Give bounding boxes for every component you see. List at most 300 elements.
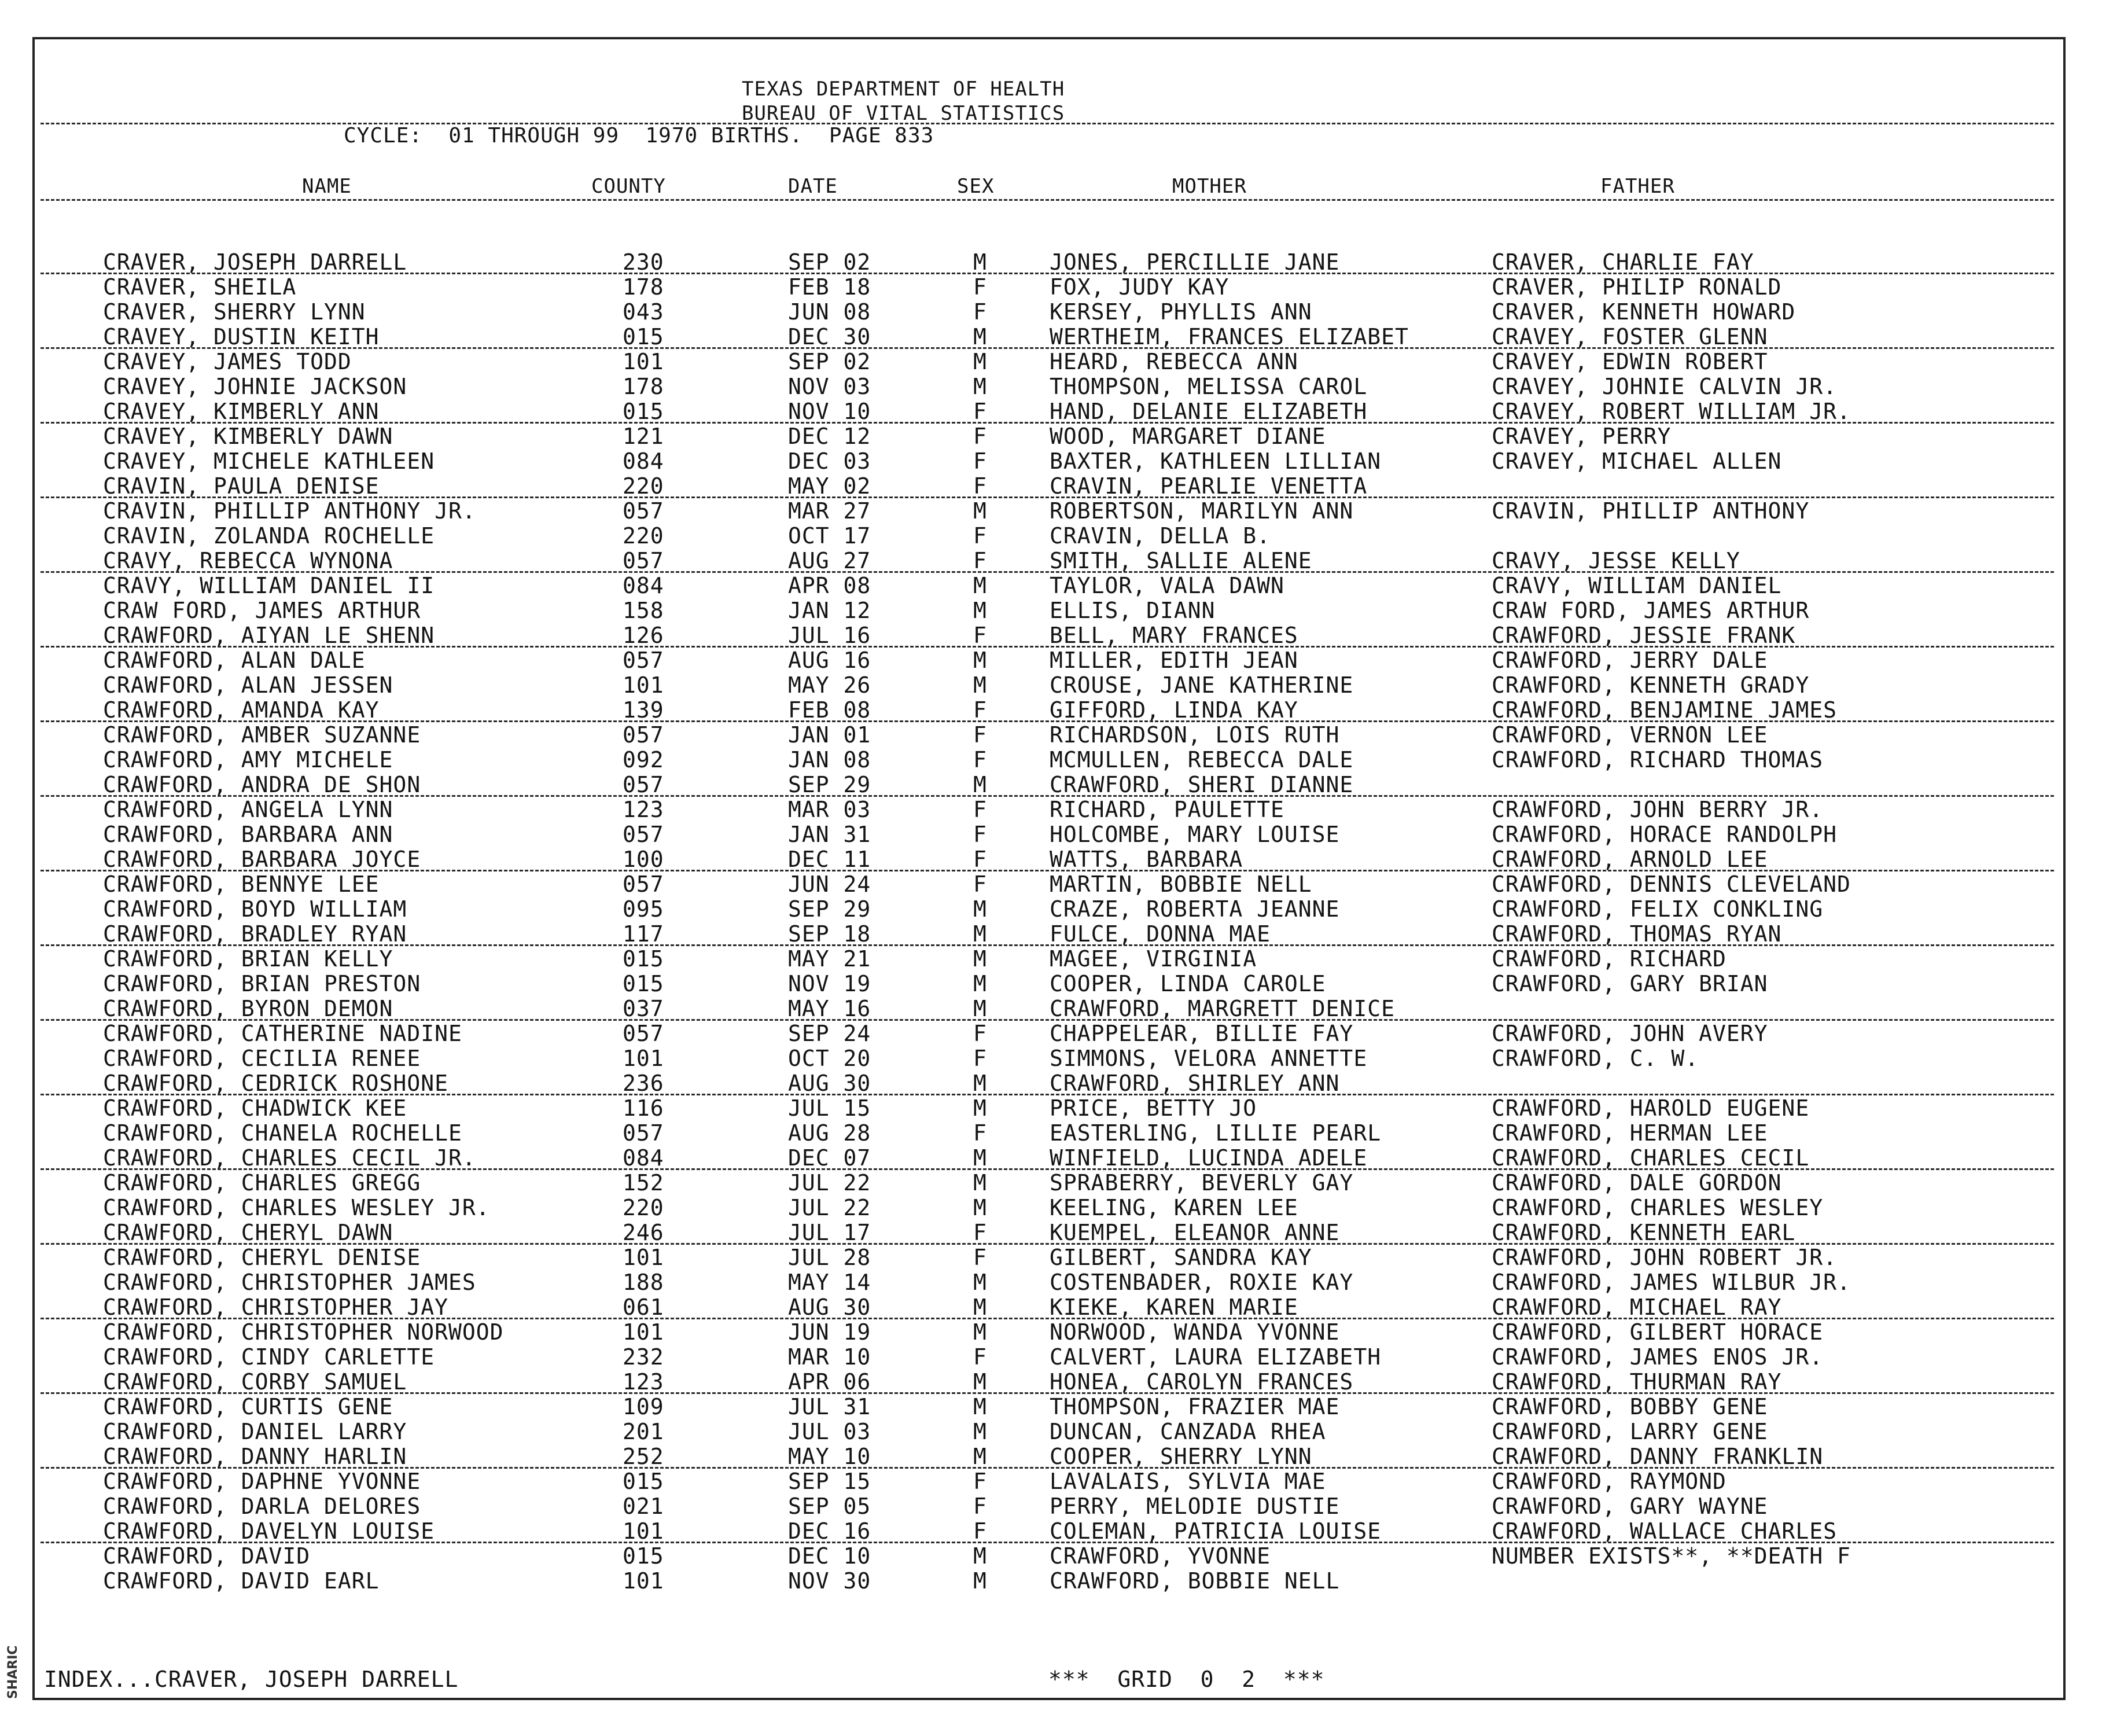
cell-mother: GILBERT, SANDRA KAY: [1050, 1245, 1312, 1270]
cell-mother: WATTS, BARBARA: [1050, 847, 1243, 872]
cell-mother: KUEMPEL, ELEANOR ANNE: [1050, 1220, 1340, 1245]
cell-mother: BELL, MARY FRANCES: [1050, 623, 1298, 648]
row-divider: [41, 1168, 2054, 1170]
col-header-county: COUNTY: [591, 175, 666, 198]
cell-sex: F: [973, 847, 987, 872]
cell-county: 121: [623, 424, 664, 449]
cell-sex: M: [973, 772, 987, 797]
cell-father: CRAWFORD, HAROLD EUGENE: [1492, 1095, 1810, 1121]
cell-date: MAY 02: [788, 473, 871, 499]
cell-county: 057: [623, 722, 664, 748]
cell-date: OCT 20: [788, 1046, 871, 1071]
table-row: [0, 1419, 2124, 1444]
table-row: [0, 822, 2124, 847]
cell-father: CRAWFORD, CHARLES WESLEY: [1492, 1195, 1824, 1220]
table-row: [0, 723, 2124, 748]
table-row: [0, 350, 2124, 374]
table-row: [0, 996, 2124, 1021]
cell-father: NUMBER EXISTS**, **DEATH F: [1492, 1543, 1851, 1569]
cell-sex: F: [973, 473, 987, 499]
cell-date: SEP 29: [788, 896, 871, 922]
cell-sex: M: [973, 896, 987, 922]
cell-sex: F: [973, 1518, 987, 1544]
cell-name: CRAVEY, MICHELE KATHLEEN: [103, 448, 435, 474]
cell-sex: F: [973, 1021, 987, 1046]
cell-date: DEC 12: [788, 424, 871, 449]
cell-name: CRAWFORD, BRIAN KELLY: [103, 946, 393, 972]
cell-father: CRAVEY, ROBERT WILLIAM JR.: [1492, 399, 1851, 424]
cell-county: 201: [623, 1419, 664, 1444]
col-header-father: FATHER: [1600, 175, 1675, 198]
cell-date: NOV 10: [788, 399, 871, 424]
cell-sex: M: [973, 971, 987, 996]
cell-county: 015: [623, 1469, 664, 1494]
cell-father: CRAVER, PHILIP RONALD: [1492, 274, 1782, 300]
cell-date: JUL 22: [788, 1195, 871, 1220]
cell-name: CRAVIN, PAULA DENISE: [103, 473, 380, 499]
cell-date: JUL 31: [788, 1394, 871, 1419]
cell-father: CRAVER, KENNETH HOWARD: [1492, 299, 1796, 325]
cell-county: 015: [623, 399, 664, 424]
cell-county: 101: [623, 672, 664, 698]
cell-name: CRAWFORD, CHRISTOPHER JAY: [103, 1294, 448, 1320]
cell-date: NOV 30: [788, 1568, 871, 1594]
table-row: [0, 1220, 2124, 1245]
cell-father: CRAVEY, EDWIN ROBERT: [1492, 349, 1768, 374]
table-row: [0, 1345, 2124, 1370]
cell-name: CRAWFORD, BRADLEY RYAN: [103, 921, 407, 947]
cell-father: CRAWFORD, FELIX CONKLING: [1492, 896, 1824, 922]
cell-date: SEP 05: [788, 1494, 871, 1519]
cell-father: CRAWFORD, GILBERT HORACE: [1492, 1319, 1824, 1345]
cell-date: DEC 11: [788, 847, 871, 872]
col-header-sex: SEX: [957, 175, 995, 198]
cell-name: CRAWFORD, AMANDA KAY: [103, 697, 380, 723]
cell-sex: M: [973, 1170, 987, 1196]
cell-father: CRAWFORD, THURMAN RAY: [1492, 1369, 1782, 1395]
cell-name: CRAWFORD, CHERYL DENISE: [103, 1245, 421, 1270]
cell-county: 057: [623, 498, 664, 524]
cell-county: 101: [623, 1046, 664, 1071]
cell-date: NOV 03: [788, 374, 871, 399]
agency-title: TEXAS DEPARTMENT OF HEALTH: [742, 78, 1065, 101]
cell-date: FEB 18: [788, 274, 871, 300]
cell-mother: NORWOOD, WANDA YVONNE: [1050, 1319, 1340, 1345]
cell-mother: KEELING, KAREN LEE: [1050, 1195, 1298, 1220]
cell-county: 232: [623, 1344, 664, 1370]
cell-name: CRAWFORD, CEDRICK ROSHONE: [103, 1071, 448, 1096]
cell-mother: MILLER, EDITH JEAN: [1050, 648, 1298, 673]
bureau-title: BUREAU OF VITAL STATISTICS: [742, 102, 1065, 125]
cell-mother: CALVERT, LAURA ELIZABETH: [1050, 1344, 1382, 1370]
cell-mother: CRAZE, ROBERTA JEANNE: [1050, 896, 1340, 922]
cell-county: 057: [623, 772, 664, 797]
cell-father: CRAWFORD, HERMAN LEE: [1492, 1120, 1768, 1146]
cell-mother: GIFFORD, LINDA KAY: [1050, 697, 1298, 723]
cell-mother: LAVALAIS, SYLVIA MAE: [1050, 1469, 1326, 1494]
table-row: [0, 1146, 2124, 1171]
cell-name: CRAWFORD, ANGELA LYNN: [103, 797, 393, 822]
cell-county: 178: [623, 374, 664, 399]
table-row: [0, 623, 2124, 648]
cell-date: JUL 22: [788, 1170, 871, 1196]
cell-date: MAY 26: [788, 672, 871, 698]
cell-sex: F: [973, 1046, 987, 1071]
table-row: [0, 773, 2124, 797]
cell-name: CRAWFORD, DANNY HARLIN: [103, 1444, 407, 1469]
cell-mother: PRICE, BETTY JO: [1050, 1095, 1257, 1121]
cell-name: CRAVEY, JAMES TODD: [103, 349, 352, 374]
cell-name: CRAVEY, KIMBERLY DAWN: [103, 424, 393, 449]
cell-county: 139: [623, 697, 664, 723]
cell-name: CRAWFORD, BRIAN PRESTON: [103, 971, 421, 996]
cell-date: AUG 30: [788, 1294, 871, 1320]
cell-mother: CRAWFORD, BOBBIE NELL: [1050, 1568, 1340, 1594]
table-row: [0, 250, 2124, 275]
cell-county: 101: [623, 349, 664, 374]
cell-sex: M: [973, 1444, 987, 1469]
cell-county: 057: [623, 1120, 664, 1146]
col-header-name: NAME: [302, 175, 352, 198]
cell-father: CRAWFORD, C. W.: [1492, 1046, 1699, 1071]
cell-county: 043: [623, 299, 664, 325]
table-row: [0, 1544, 2124, 1569]
cell-mother: CHAPPELEAR, BILLIE FAY: [1050, 1021, 1354, 1046]
cell-father: CRAWFORD, JOHN ROBERT JR.: [1492, 1245, 1837, 1270]
row-divider: [41, 273, 2054, 274]
cell-county: 220: [623, 1195, 664, 1220]
cell-father: CRAWFORD, GARY WAYNE: [1492, 1494, 1768, 1519]
cell-mother: SPRABERRY, BEVERLY GAY: [1050, 1170, 1354, 1196]
cell-sex: F: [973, 548, 987, 573]
cell-mother: HONEA, CAROLYN FRANCES: [1050, 1369, 1354, 1395]
cell-father: CRAWFORD, VERNON LEE: [1492, 722, 1768, 748]
cell-name: CRAVEY, DUSTIN KEITH: [103, 324, 380, 350]
cell-county: 220: [623, 523, 664, 549]
cell-father: CRAVY, JESSE KELLY: [1492, 548, 1740, 573]
cell-county: 101: [623, 1568, 664, 1594]
cell-date: MAR 27: [788, 498, 871, 524]
cell-father: CRAWFORD, JERRY DALE: [1492, 648, 1768, 673]
cell-county: 117: [623, 921, 664, 947]
cell-date: JAN 08: [788, 747, 871, 773]
cell-mother: MARTIN, BOBBIE NELL: [1050, 871, 1312, 897]
cell-father: CRAVEY, MICHAEL ALLEN: [1492, 448, 1782, 474]
row-divider: [41, 347, 2054, 349]
column-header-divider: [41, 199, 2054, 201]
cell-mother: SIMMONS, VELORA ANNETTE: [1050, 1046, 1368, 1071]
row-divider: [41, 1094, 2054, 1095]
cell-county: 178: [623, 274, 664, 300]
table-row: [0, 1519, 2124, 1544]
row-divider: [41, 870, 2054, 871]
table-row: [0, 275, 2124, 300]
cell-name: CRAVIN, ZOLANDA ROCHELLE: [103, 523, 435, 549]
cell-date: AUG 16: [788, 648, 871, 673]
cell-county: 158: [623, 598, 664, 623]
cell-date: AUG 28: [788, 1120, 871, 1146]
cell-sex: F: [973, 274, 987, 300]
table-row: [0, 748, 2124, 773]
cell-sex: M: [973, 946, 987, 972]
cell-sex: F: [973, 448, 987, 474]
cell-mother: HEARD, REBECCA ANN: [1050, 349, 1298, 374]
cell-county: 100: [623, 847, 664, 872]
cell-father: CRAWFORD, KENNETH GRADY: [1492, 672, 1810, 698]
cell-date: OCT 17: [788, 523, 871, 549]
cell-father: CRAWFORD, HORACE RANDOLPH: [1492, 822, 1837, 847]
cell-date: MAY 21: [788, 946, 871, 972]
table-row: [0, 1444, 2124, 1469]
cell-name: CRAVER, SHEILA: [103, 274, 297, 300]
table-row: [0, 1395, 2124, 1419]
row-divider: [41, 1542, 2054, 1543]
cell-mother: THOMPSON, MELISSA CAROL: [1050, 374, 1368, 399]
row-divider: [41, 571, 2054, 573]
cell-sex: M: [973, 374, 987, 399]
cell-county: 101: [623, 1518, 664, 1544]
cell-county: 126: [623, 623, 664, 648]
table-row: [0, 325, 2124, 350]
cell-mother: SMITH, SALLIE ALENE: [1050, 548, 1312, 573]
cell-county: 230: [623, 249, 664, 275]
cell-mother: COSTENBADER, ROXIE KAY: [1050, 1270, 1354, 1295]
cell-father: CRAWFORD, KENNETH EARL: [1492, 1220, 1796, 1245]
row-divider: [41, 1392, 2054, 1394]
cell-sex: F: [973, 747, 987, 773]
cell-name: CRAWFORD, AMBER SUZANNE: [103, 722, 421, 748]
table-row: [0, 524, 2124, 549]
cell-father: CRAWFORD, JAMES ENOS JR.: [1492, 1344, 1824, 1370]
cell-sex: M: [973, 498, 987, 524]
table-row: [0, 1295, 2124, 1320]
cell-father: CRAVER, CHARLIE FAY: [1492, 249, 1754, 275]
table-row: [0, 972, 2124, 996]
cell-name: CRAWFORD, BYRON DEMON: [103, 996, 393, 1021]
cell-mother: HOLCOMBE, MARY LOUISE: [1050, 822, 1340, 847]
cell-name: CRAWFORD, CHARLES CECIL JR.: [103, 1145, 476, 1171]
cell-name: CRAWFORD, CORBY SAMUEL: [103, 1369, 407, 1395]
cell-date: JAN 01: [788, 722, 871, 748]
cell-sex: F: [973, 523, 987, 549]
cell-name: CRAWFORD, DAVELYN LOUISE: [103, 1518, 435, 1544]
cell-father: CRAWFORD, WALLACE CHARLES: [1492, 1518, 1837, 1544]
cell-father: CRAWFORD, JOHN AVERY: [1492, 1021, 1768, 1046]
cell-sex: M: [973, 996, 987, 1021]
cell-name: CRAWFORD, CHERYL DAWN: [103, 1220, 393, 1245]
cell-sex: M: [973, 349, 987, 374]
cell-name: CRAWFORD, CHRISTOPHER JAMES: [103, 1270, 476, 1295]
cell-father: CRAWFORD, RAYMOND: [1492, 1469, 1727, 1494]
cell-date: DEC 03: [788, 448, 871, 474]
cell-date: JAN 12: [788, 598, 871, 623]
cell-father: CRAWFORD, RICHARD THOMAS: [1492, 747, 1824, 773]
cell-mother: CRAWFORD, SHIRLEY ANN: [1050, 1071, 1340, 1096]
cell-sex: M: [973, 249, 987, 275]
cell-sex: F: [973, 399, 987, 424]
cell-mother: ROBERTSON, MARILYN ANN: [1050, 498, 1354, 524]
cell-date: APR 08: [788, 573, 871, 598]
cell-sex: M: [973, 648, 987, 673]
cell-father: CRAWFORD, JOHN BERRY JR.: [1492, 797, 1824, 822]
cell-father: CRAVEY, JOHNIE CALVIN JR.: [1492, 374, 1837, 399]
cell-name: CRAWFORD, CECILIA RENEE: [103, 1046, 421, 1071]
cell-name: CRAWFORD, CINDY CARLETTE: [103, 1344, 435, 1370]
table-row: [0, 573, 2124, 598]
cell-name: CRAWFORD, BENNYE LEE: [103, 871, 380, 897]
cell-county: 092: [623, 747, 664, 773]
cell-mother: RICHARD, PAULETTE: [1050, 797, 1284, 822]
cell-name: CRAWFORD, AIYAN LE SHENN: [103, 623, 435, 648]
cell-father: CRAWFORD, THOMAS RYAN: [1492, 921, 1782, 947]
cell-county: 084: [623, 573, 664, 598]
table-row: [0, 1270, 2124, 1295]
cell-mother: COOPER, LINDA CAROLE: [1050, 971, 1326, 996]
table-row: [0, 499, 2124, 524]
cell-sex: M: [973, 921, 987, 947]
cell-sex: M: [973, 1568, 987, 1594]
cell-county: 037: [623, 996, 664, 1021]
cell-county: 057: [623, 648, 664, 673]
cell-name: CRAWFORD, DAPHNE YVONNE: [103, 1469, 421, 1494]
cell-date: SEP 29: [788, 772, 871, 797]
cell-name: CRAWFORD, CURTIS GENE: [103, 1394, 393, 1419]
cell-county: 015: [623, 324, 664, 350]
cell-county: 101: [623, 1319, 664, 1345]
row-divider: [41, 646, 2054, 648]
cell-date: SEP 15: [788, 1469, 871, 1494]
cell-county: 109: [623, 1394, 664, 1419]
cell-sex: M: [973, 1071, 987, 1096]
cell-date: JUN 19: [788, 1319, 871, 1345]
cell-mother: KERSEY, PHYLLIS ANN: [1050, 299, 1312, 325]
cell-date: MAY 16: [788, 996, 871, 1021]
cell-date: MAY 14: [788, 1270, 871, 1295]
cell-name: CRAWFORD, CATHERINE NADINE: [103, 1021, 462, 1046]
cell-name: CRAWFORD, CHANELA ROCHELLE: [103, 1120, 462, 1146]
cell-father: CRAW FORD, JAMES ARTHUR: [1492, 598, 1810, 623]
cell-county: 015: [623, 1543, 664, 1569]
table-row: [0, 300, 2124, 325]
grid-footer: *** GRID 0 2 ***: [1048, 1667, 1325, 1692]
cell-sex: F: [973, 822, 987, 847]
cell-county: 188: [623, 1270, 664, 1295]
table-row: [0, 648, 2124, 673]
cell-date: SEP 24: [788, 1021, 871, 1046]
cell-mother: CRAVIN, DELLA B.: [1050, 523, 1271, 549]
table-row: [0, 449, 2124, 474]
cell-date: DEC 10: [788, 1543, 871, 1569]
cell-sex: M: [973, 1145, 987, 1171]
cell-date: JUL 03: [788, 1419, 871, 1444]
cell-sex: F: [973, 1220, 987, 1245]
cell-date: JUN 08: [788, 299, 871, 325]
cell-date: JUL 28: [788, 1245, 871, 1270]
cell-date: DEC 30: [788, 324, 871, 350]
cell-mother: PERRY, MELODIE DUSTIE: [1050, 1494, 1340, 1519]
cell-name: CRAWFORD, CHRISTOPHER NORWOOD: [103, 1319, 504, 1345]
cell-mother: COOPER, SHERRY LYNN: [1050, 1444, 1312, 1469]
cell-sex: F: [973, 871, 987, 897]
table-row: [0, 598, 2124, 623]
row-divider: [41, 795, 2054, 797]
cell-county: 101: [623, 1245, 664, 1270]
cell-name: CRAWFORD, DARLA DELORES: [103, 1494, 421, 1519]
cell-date: AUG 30: [788, 1071, 871, 1096]
cell-mother: FOX, JUDY KAY: [1050, 274, 1230, 300]
table-row: [0, 399, 2124, 424]
table-row: [0, 1171, 2124, 1196]
cell-sex: M: [973, 1369, 987, 1395]
cell-sex: M: [973, 598, 987, 623]
table-row: [0, 947, 2124, 972]
cell-name: CRAWFORD, ALAN JESSEN: [103, 672, 393, 698]
cell-mother: WINFIELD, LUCINDA ADELE: [1050, 1145, 1368, 1171]
cell-mother: JONES, PERCILLIE JANE: [1050, 249, 1340, 275]
cell-date: APR 06: [788, 1369, 871, 1395]
cell-county: 057: [623, 822, 664, 847]
cell-mother: CRAVIN, PEARLIE VENETTA: [1050, 473, 1368, 499]
cell-date: AUG 27: [788, 548, 871, 573]
cell-father: CRAWFORD, ARNOLD LEE: [1492, 847, 1768, 872]
cell-date: SEP 02: [788, 349, 871, 374]
table-row: [0, 1469, 2124, 1494]
cell-name: CRAWFORD, CHADWICK KEE: [103, 1095, 407, 1121]
table-row: [0, 897, 2124, 922]
cell-father: CRAWFORD, LARRY GENE: [1492, 1419, 1768, 1444]
cell-sex: M: [973, 1294, 987, 1320]
cell-father: CRAWFORD, DALE GORDON: [1492, 1170, 1782, 1196]
cell-sex: M: [973, 672, 987, 698]
cell-county: 095: [623, 896, 664, 922]
cell-sex: F: [973, 424, 987, 449]
cell-father: CRAWFORD, DANNY FRANKLIN: [1492, 1444, 1824, 1469]
cell-name: CRAWFORD, BARBARA JOYCE: [103, 847, 421, 872]
cell-father: CRAVY, WILLIAM DANIEL: [1492, 573, 1782, 598]
cell-father: CRAWFORD, MICHAEL RAY: [1492, 1294, 1782, 1320]
table-row: [0, 1046, 2124, 1071]
cell-mother: CRAWFORD, MARGRETT DENICE: [1050, 996, 1395, 1021]
table-row: [0, 673, 2124, 698]
cell-mother: WOOD, MARGARET DIANE: [1050, 424, 1326, 449]
cell-name: CRAWFORD, DANIEL LARRY: [103, 1419, 407, 1444]
cell-county: 057: [623, 871, 664, 897]
cell-sex: F: [973, 299, 987, 325]
cell-father: CRAWFORD, JAMES WILBUR JR.: [1492, 1270, 1851, 1295]
cell-county: 236: [623, 1071, 664, 1096]
cell-county: 015: [623, 971, 664, 996]
cell-father: CRAWFORD, BENJAMINE JAMES: [1492, 697, 1837, 723]
cell-mother: KIEKE, KAREN MARIE: [1050, 1294, 1298, 1320]
cell-date: JUL 15: [788, 1095, 871, 1121]
index-footer: INDEX...CRAVER, JOSEPH DARRELL: [44, 1667, 459, 1692]
cell-date: MAR 03: [788, 797, 871, 822]
cell-sex: M: [973, 1419, 987, 1444]
cell-sex: F: [973, 1469, 987, 1494]
cell-county: 057: [623, 1021, 664, 1046]
cell-name: CRAVY, WILLIAM DANIEL II: [103, 573, 435, 598]
cell-sex: F: [973, 1344, 987, 1370]
cell-county: 123: [623, 797, 664, 822]
col-header-mother: MOTHER: [1172, 175, 1247, 198]
cell-name: CRAWFORD, CHARLES GREGG: [103, 1170, 421, 1196]
cell-mother: MAGEE, VIRGINIA: [1050, 946, 1257, 972]
cell-sex: F: [973, 797, 987, 822]
cell-father: CRAWFORD, GARY BRIAN: [1492, 971, 1768, 996]
table-row: [0, 1320, 2124, 1345]
cell-date: MAY 10: [788, 1444, 871, 1469]
cell-name: CRAWFORD, BARBARA ANN: [103, 822, 393, 847]
